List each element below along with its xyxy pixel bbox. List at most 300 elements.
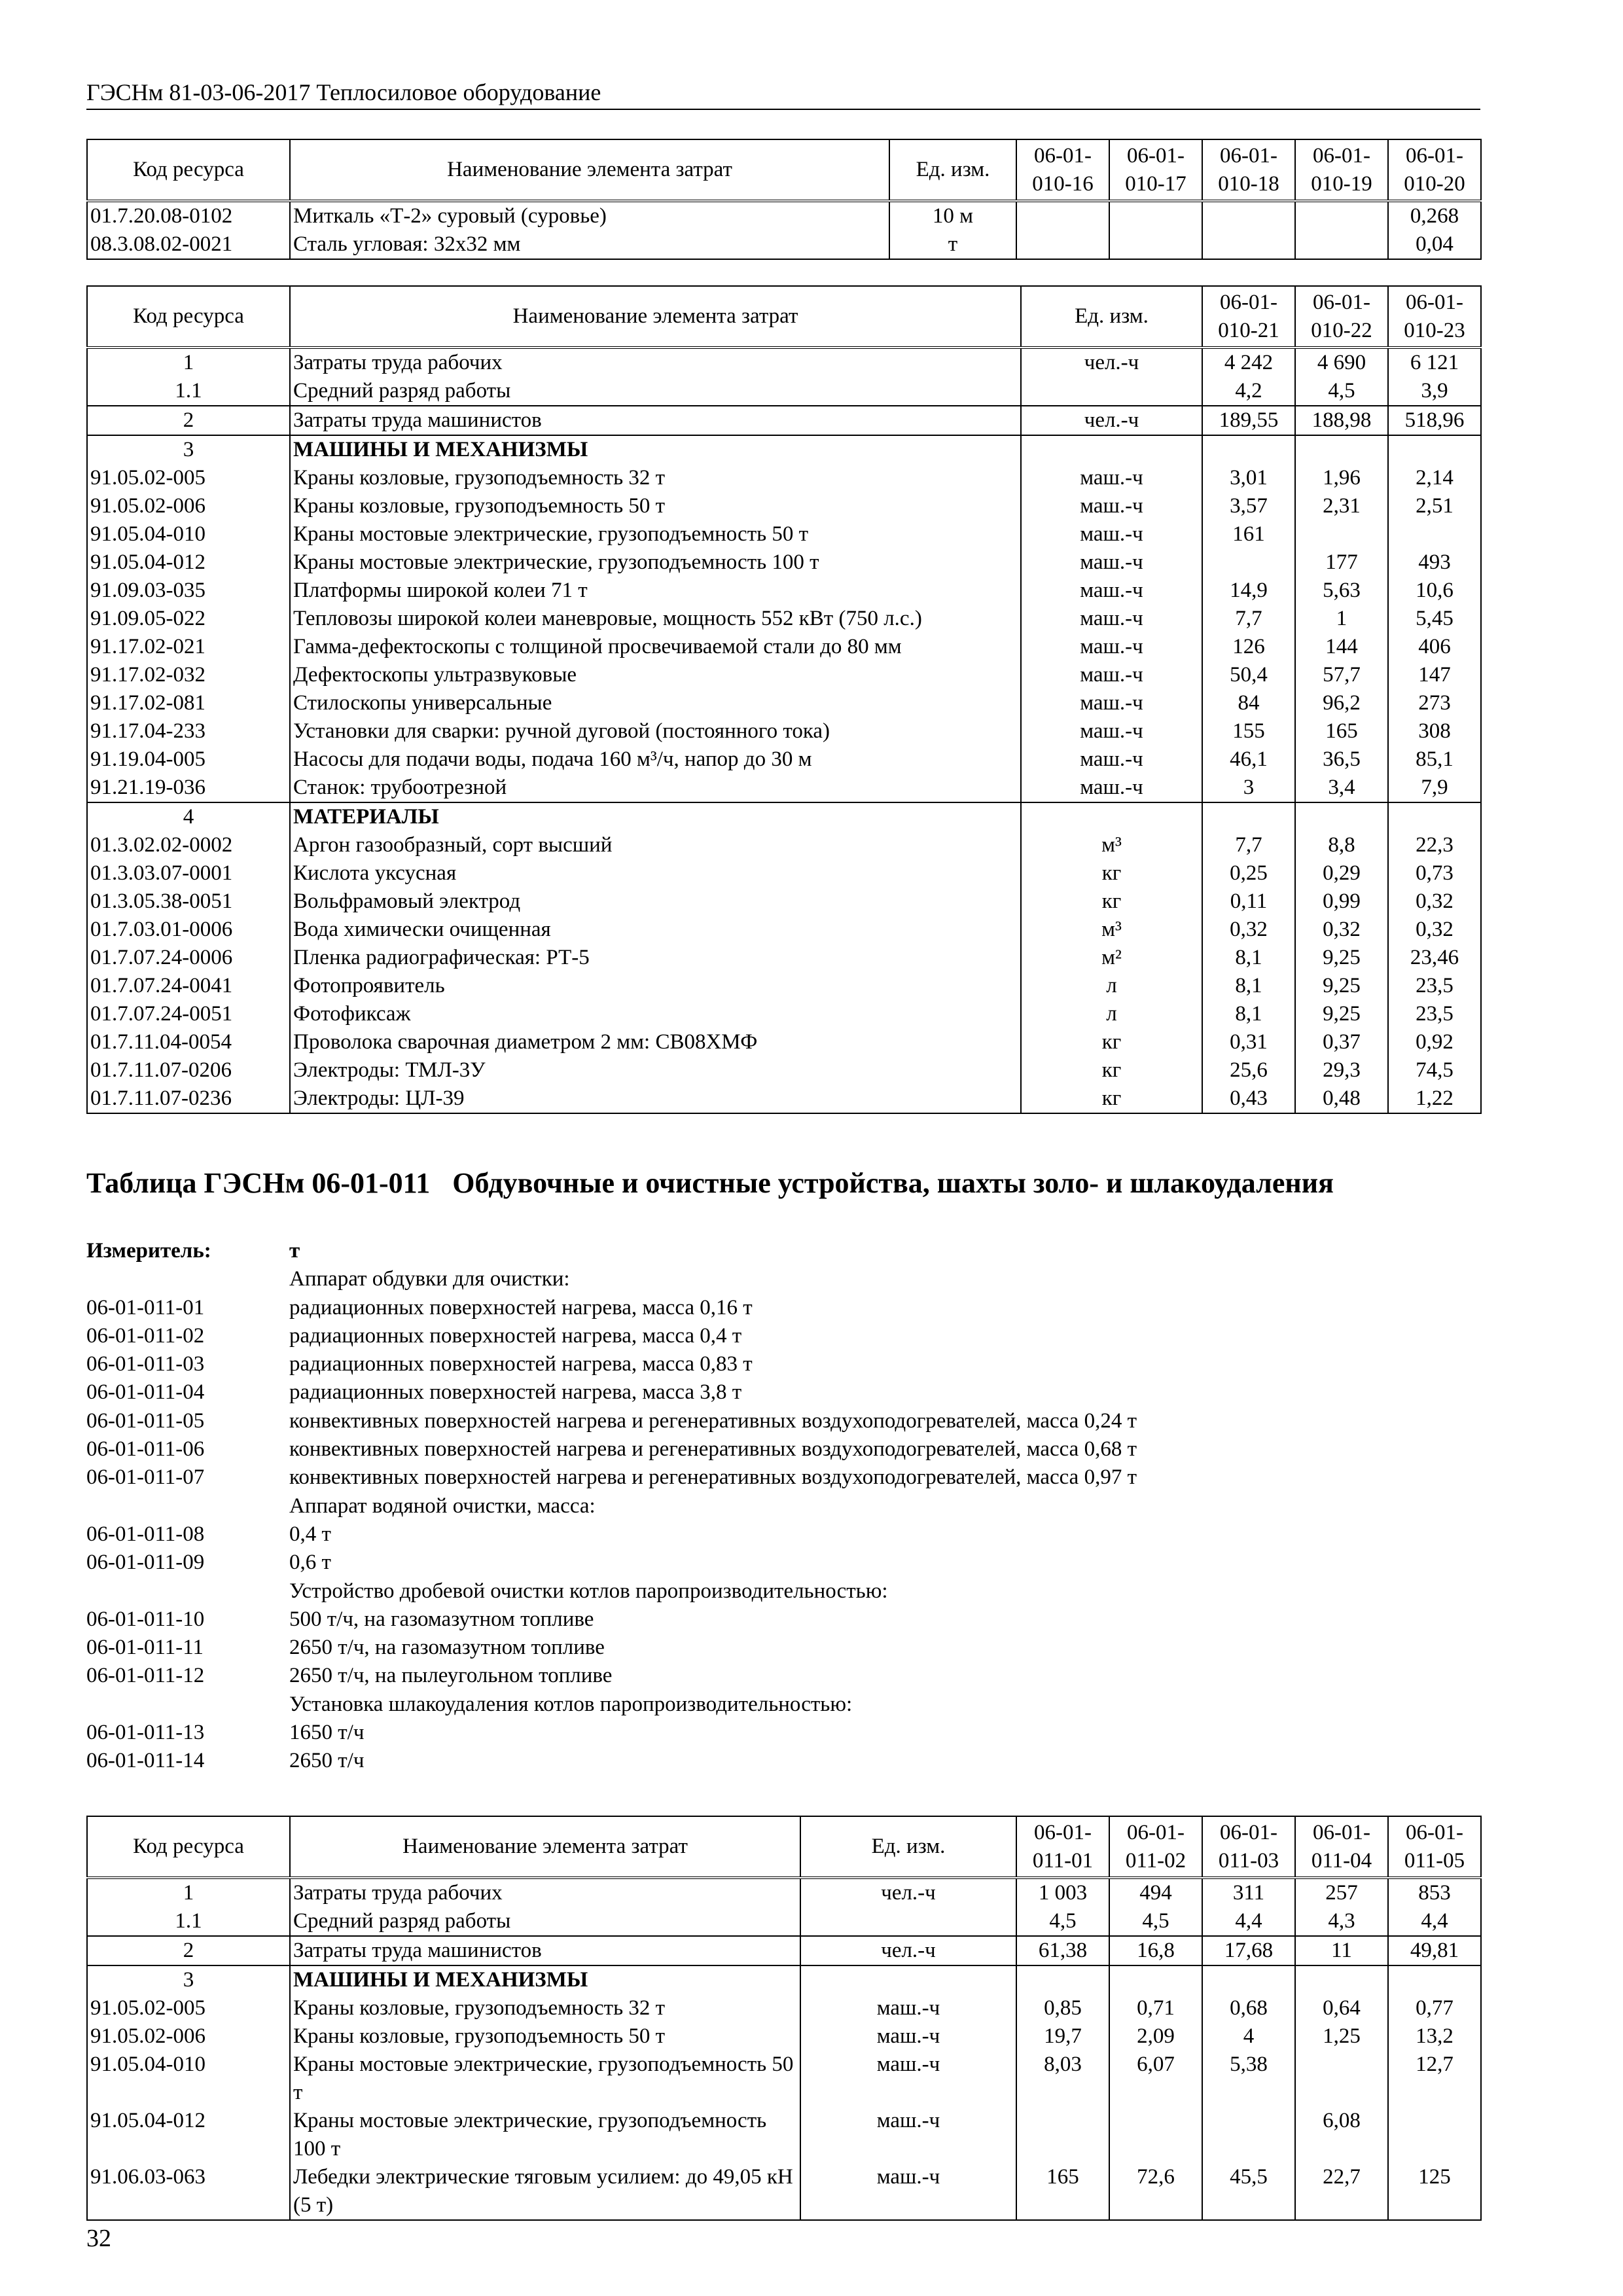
- value-cell: 3,01: [1202, 464, 1295, 492]
- norm-code: 06-01-011-03: [86, 1352, 205, 1376]
- resource-code-cell: 01.7.11.04-0054: [87, 1028, 290, 1056]
- meter-line: [86, 1577, 1480, 1605]
- unit-cell: чел.-ч: [1021, 406, 1202, 435]
- meter-list: [86, 1237, 1480, 1776]
- value-cell: 7,7: [1202, 605, 1295, 633]
- cost-item-name-cell: Дефектоскопы ультразвуковые: [290, 661, 1021, 689]
- value-cell: 23,5: [1388, 972, 1481, 1000]
- resource-code-cell: 01.7.11.07-0206: [87, 1056, 290, 1085]
- resource-code-cell: 91.05.02-005: [87, 464, 290, 492]
- value-cell: 518,96: [1388, 406, 1481, 435]
- value-cell: 14,9: [1202, 577, 1295, 605]
- resource-code-cell: 01.7.07.24-0041: [87, 972, 290, 1000]
- value-cell: 0,32: [1202, 916, 1295, 944]
- meter-line: [86, 1634, 1480, 1662]
- unit-cell: кг: [1021, 1028, 1202, 1056]
- resource-code-cell: 2: [87, 406, 290, 435]
- value-cell: 11: [1295, 1936, 1388, 1965]
- table-row: [87, 520, 1481, 548]
- cost-item-name-cell: Краны козловые, грузоподъемность 50 т: [290, 492, 1021, 520]
- meter-line: [86, 1605, 1480, 1634]
- resource-code-cell: 91.17.04-233: [87, 717, 290, 745]
- unit-cell: 10 м: [889, 201, 1016, 230]
- value-cell: 17,68: [1202, 1936, 1295, 1965]
- meter-line: [86, 1350, 1480, 1378]
- norm-description: конвективных поверхностей нагрева и регенеративных воздухоподогревателей, масса 0,97 т: [289, 1465, 1137, 1490]
- meter-line: [86, 1322, 1480, 1350]
- resource-code-cell: 91.05.02-005: [87, 1994, 290, 2022]
- value-cell: [1202, 548, 1295, 577]
- table-row: [87, 859, 1481, 888]
- table-row: [87, 661, 1481, 689]
- value-cell: 1,96: [1295, 464, 1388, 492]
- table-title-prefix: Таблица ГЭСНм 06-01-011: [86, 1167, 431, 1199]
- table-title-text: Обдувочные и очистные устройства, шахты золо- и шлакоудаления: [452, 1167, 1334, 1199]
- value-cell: 0,11: [1202, 888, 1295, 916]
- value-cell: 3: [1202, 774, 1295, 802]
- norm-code: 06-01-011-08: [86, 1522, 205, 1546]
- table-row: [87, 802, 1481, 831]
- unit-cell: [1021, 435, 1202, 464]
- meter-line: [86, 1662, 1480, 1690]
- column-header: 06-01- 011-01: [1016, 1816, 1109, 1878]
- unit-cell: м³: [1021, 831, 1202, 859]
- unit-cell: кг: [1021, 1056, 1202, 1085]
- table-row: [87, 2107, 1481, 2163]
- meter-line: [86, 1747, 1480, 1775]
- value-cell: 8,1: [1202, 944, 1295, 972]
- value-cell: 1,25: [1295, 2022, 1388, 2051]
- value-cell: 4 690: [1295, 348, 1388, 377]
- meter-line: [86, 1719, 1480, 1747]
- meter-line: [86, 1520, 1480, 1549]
- norm-code: 06-01-011-05: [86, 1408, 205, 1433]
- column-header: Код ресурса: [87, 1816, 290, 1878]
- cost-item-name-cell: Гамма-дефектоскопы с толщиной просвечиваемой стали до 80 мм: [290, 633, 1021, 661]
- cost-item-name-cell: Краны козловые, грузоподъемность 50 т: [290, 2022, 800, 2051]
- value-cell: [1202, 1965, 1295, 1994]
- resource-code-cell: 01.7.20.08-0102: [87, 201, 290, 230]
- value-cell: 126: [1202, 633, 1295, 661]
- cost-item-name-cell: Насосы для подачи воды, подача 160 м³/ч, напор до 30 м: [290, 745, 1021, 774]
- table-row: [87, 1936, 1481, 1965]
- value-cell: 165: [1016, 2163, 1109, 2220]
- cost-item-name-cell: Вольфрамовый электрод: [290, 888, 1021, 916]
- resource-code-cell: 91.09.05-022: [87, 605, 290, 633]
- value-cell: 0,29: [1295, 859, 1388, 888]
- table-row: [87, 1994, 1481, 2022]
- value-cell: [1016, 201, 1109, 230]
- table-row: [87, 2163, 1481, 2220]
- value-cell: 0,77: [1388, 1994, 1481, 2022]
- unit-cell: маш.-ч: [800, 2022, 1016, 2051]
- norm-code: 06-01-011-04: [86, 1380, 205, 1405]
- cost-item-name-cell: Установки для сварки: ручной дуговой (постоянного тока): [290, 717, 1021, 745]
- meter-line: [86, 1691, 1480, 1719]
- table-row: [87, 633, 1481, 661]
- resource-code-cell: 01.3.02.02-0002: [87, 831, 290, 859]
- norm-code: 06-01-011-01: [86, 1295, 205, 1319]
- value-cell: [1295, 2051, 1388, 2107]
- value-cell: 7,7: [1202, 831, 1295, 859]
- value-cell: 8,1: [1202, 1000, 1295, 1028]
- column-header: 06-01- 011-02: [1109, 1816, 1202, 1878]
- value-cell: 6,07: [1109, 2051, 1202, 2107]
- norm-code: 06-01-011-12: [86, 1664, 205, 1688]
- page-number: 32: [86, 2225, 111, 2252]
- table-row: [87, 745, 1481, 774]
- value-cell: 155: [1202, 717, 1295, 745]
- value-cell: [1295, 230, 1388, 259]
- value-cell: 0,68: [1202, 1994, 1295, 2022]
- value-cell: 308: [1388, 717, 1481, 745]
- value-cell: 4: [1202, 2022, 1295, 2051]
- value-cell: 9,25: [1295, 1000, 1388, 1028]
- table-row: [87, 464, 1481, 492]
- resource-code-cell: 91.21.19-036: [87, 774, 290, 802]
- cost-item-name-cell: Затраты труда рабочих: [290, 1878, 800, 1907]
- cost-item-name-cell: Затраты труда рабочих: [290, 348, 1021, 377]
- norm-code: 06-01-011-09: [86, 1551, 205, 1575]
- value-cell: 22,7: [1295, 2163, 1388, 2220]
- column-header: 06-01- 011-05: [1388, 1816, 1481, 1878]
- unit-cell: [1021, 377, 1202, 406]
- norm-code: 06-01-011-14: [86, 1749, 205, 1773]
- cost-item-name-cell: Краны мостовые электрические, грузоподъемность 100 т: [290, 548, 1021, 577]
- table-row: [87, 1907, 1481, 1936]
- unit-cell: [1021, 802, 1202, 831]
- cost-item-name-cell: Фотофиксаж: [290, 1000, 1021, 1028]
- value-cell: [1295, 435, 1388, 464]
- norm-code: 06-01-011-06: [86, 1437, 205, 1462]
- cost-item-name-cell: Краны мостовые электрические, грузоподъемность 50 т: [290, 2051, 800, 2107]
- value-cell: [1388, 520, 1481, 548]
- value-cell: 4,4: [1388, 1907, 1481, 1936]
- cost-item-name-cell: Краны козловые, грузоподъемность 32 т: [290, 1994, 800, 2022]
- table-row: [87, 944, 1481, 972]
- norm-code: 06-01-011-07: [86, 1465, 205, 1490]
- norm-code: [86, 1691, 289, 1719]
- value-cell: 0,99: [1295, 888, 1388, 916]
- norm-description: Аппарат обдувки для очистки:: [289, 1267, 570, 1291]
- meter-line: [86, 1378, 1480, 1407]
- table-row: [87, 1878, 1481, 1907]
- value-cell: 61,38: [1016, 1936, 1109, 1965]
- unit-cell: кг: [1021, 888, 1202, 916]
- norm-code: [86, 1492, 289, 1520]
- column-header: 06-01- 011-04: [1295, 1816, 1388, 1878]
- norm-description: конвективных поверхностей нагрева и регенеративных воздухоподогревателей, масса 0,68 т: [289, 1437, 1137, 1462]
- value-cell: 311: [1202, 1878, 1295, 1907]
- resource-code-cell: 91.17.02-032: [87, 661, 290, 689]
- resource-code-cell: 91.17.02-081: [87, 689, 290, 717]
- column-header: Наименование элемента затрат: [290, 286, 1021, 348]
- resource-code-cell: 01.7.07.24-0006: [87, 944, 290, 972]
- cost-item-name-cell: Аргон газообразный, сорт высший: [290, 831, 1021, 859]
- column-header: 06-01- 010-23: [1388, 286, 1481, 348]
- value-cell: [1388, 2107, 1481, 2163]
- column-header: 06-01- 010-22: [1295, 286, 1388, 348]
- resource-code-cell: 3: [87, 1965, 290, 1994]
- column-header: 06-01- 010-18: [1202, 139, 1295, 201]
- table-row: [87, 774, 1481, 802]
- norm-description: 1650 т/ч: [289, 1721, 365, 1745]
- value-cell: 5,45: [1388, 605, 1481, 633]
- meter-line: [86, 1294, 1480, 1322]
- value-cell: 494: [1109, 1878, 1202, 1907]
- column-header: 06-01- 010-19: [1295, 139, 1388, 201]
- column-header: Ед. изм.: [1021, 286, 1202, 348]
- table-row: [87, 1000, 1481, 1028]
- unit-cell: маш.-ч: [1021, 464, 1202, 492]
- value-cell: [1202, 802, 1295, 831]
- column-header: 06-01- 010-21: [1202, 286, 1295, 348]
- value-cell: 165: [1295, 717, 1388, 745]
- value-cell: 2,14: [1388, 464, 1481, 492]
- column-header: 06-01- 010-16: [1016, 139, 1109, 201]
- meter-line: [86, 1435, 1480, 1463]
- resource-code-cell: 4: [87, 802, 290, 831]
- resource-table-011-01-05: [86, 1816, 1482, 2221]
- value-cell: 161: [1202, 520, 1295, 548]
- value-cell: 0,268: [1388, 201, 1481, 230]
- resource-code-cell: 91.05.04-012: [87, 2107, 290, 2163]
- table-row: [87, 2051, 1481, 2107]
- value-cell: 2,09: [1109, 2022, 1202, 2051]
- value-cell: 5,38: [1202, 2051, 1295, 2107]
- unit-cell: маш.-ч: [1021, 689, 1202, 717]
- cost-item-name-cell: Краны мостовые электрические, грузоподъемность 50 т: [290, 520, 1021, 548]
- cost-item-name-cell: Лебедки электрические тяговым усилием: до 49,05 кН (5 т): [290, 2163, 800, 2220]
- column-header: 06-01- 010-17: [1109, 139, 1202, 201]
- value-cell: 1: [1295, 605, 1388, 633]
- value-cell: 25,6: [1202, 1056, 1295, 1085]
- value-cell: [1295, 1965, 1388, 1994]
- value-cell: 23,5: [1388, 1000, 1481, 1028]
- value-cell: [1109, 1965, 1202, 1994]
- cost-item-name-cell: Тепловозы широкой колеи маневровые, мощность 552 кВт (750 л.с.): [290, 605, 1021, 633]
- resource-code-cell: 91.05.02-006: [87, 492, 290, 520]
- column-header: Ед. изм.: [800, 1816, 1016, 1878]
- unit-cell: чел.-ч: [800, 1878, 1016, 1907]
- value-cell: 0,48: [1295, 1085, 1388, 1113]
- resource-code-cell: 91.06.03-063: [87, 2163, 290, 2220]
- table-row: [87, 717, 1481, 745]
- table-row: [87, 888, 1481, 916]
- unit-cell: маш.-ч: [800, 2051, 1016, 2107]
- value-cell: [1295, 201, 1388, 230]
- cost-item-name-cell: Краны мостовые электрические, грузоподъемность 100 т: [290, 2107, 800, 2163]
- unit-cell: маш.-ч: [1021, 520, 1202, 548]
- table-row: [87, 435, 1481, 464]
- resource-code-cell: 1.1: [87, 1907, 290, 1936]
- meter-line: [86, 1492, 1480, 1520]
- meter-unit: т: [289, 1239, 300, 1263]
- table-row: [87, 605, 1481, 633]
- resource-code-cell: 1.1: [87, 377, 290, 406]
- value-cell: 4,5: [1016, 1907, 1109, 1936]
- table-row: [87, 689, 1481, 717]
- value-cell: 0,37: [1295, 1028, 1388, 1056]
- unit-cell: кг: [1021, 859, 1202, 888]
- cost-item-name-cell: МАШИНЫ И МЕХАНИЗМЫ: [290, 435, 1021, 464]
- unit-cell: маш.-ч: [1021, 492, 1202, 520]
- norm-description: 500 т/ч, на газомазутном топливе: [289, 1607, 594, 1631]
- unit-cell: маш.-ч: [1021, 605, 1202, 633]
- value-cell: [1109, 2107, 1202, 2163]
- cost-item-name-cell: Затраты труда машинистов: [290, 1936, 800, 1965]
- value-cell: 45,5: [1202, 2163, 1295, 2220]
- value-cell: 49,81: [1388, 1936, 1481, 1965]
- value-cell: 0,25: [1202, 859, 1295, 888]
- table-row: [87, 406, 1481, 435]
- table-row: [87, 201, 1481, 230]
- resource-code-cell: 08.3.08.02-0021: [87, 230, 290, 259]
- unit-cell: маш.-ч: [800, 2163, 1016, 2220]
- value-cell: [1016, 1965, 1109, 1994]
- value-cell: [1016, 230, 1109, 259]
- norm-code: [86, 1265, 289, 1293]
- unit-cell: л: [1021, 1000, 1202, 1028]
- table-row: [87, 348, 1481, 377]
- norm-description: радиационных поверхностей нагрева, масса 0,83 т: [289, 1352, 753, 1376]
- norm-description: радиационных поверхностей нагрева, масса 0,16 т: [289, 1295, 753, 1319]
- value-cell: 9,25: [1295, 944, 1388, 972]
- table-row: [87, 1056, 1481, 1085]
- table-row: [87, 831, 1481, 859]
- value-cell: 13,2: [1388, 2022, 1481, 2051]
- value-cell: 493: [1388, 548, 1481, 577]
- norm-description: радиационных поверхностей нагрева, масса 3,8 т: [289, 1380, 742, 1405]
- value-cell: 22,3: [1388, 831, 1481, 859]
- unit-cell: кг: [1021, 1085, 1202, 1113]
- value-cell: 406: [1388, 633, 1481, 661]
- resource-code-cell: 01.3.05.38-0051: [87, 888, 290, 916]
- column-header: Код ресурса: [87, 286, 290, 348]
- value-cell: 8,8: [1295, 831, 1388, 859]
- value-cell: 0,31: [1202, 1028, 1295, 1056]
- norm-code: 06-01-011-11: [86, 1636, 204, 1660]
- value-cell: 4,2: [1202, 377, 1295, 406]
- unit-cell: м³: [1021, 916, 1202, 944]
- value-cell: 8,03: [1016, 2051, 1109, 2107]
- value-cell: 0,43: [1202, 1085, 1295, 1113]
- unit-cell: маш.-ч: [800, 1994, 1016, 2022]
- table-row: [87, 2022, 1481, 2051]
- cost-item-name-cell: Пленка радиографическая: РТ-5: [290, 944, 1021, 972]
- value-cell: 188,98: [1295, 406, 1388, 435]
- cost-item-name-cell: МАТЕРИАЛЫ: [290, 802, 1021, 831]
- resource-code-cell: 91.05.02-006: [87, 2022, 290, 2051]
- norm-description: 2650 т/ч: [289, 1749, 365, 1773]
- value-cell: 0,64: [1295, 1994, 1388, 2022]
- unit-cell: чел.-ч: [800, 1936, 1016, 1965]
- value-cell: 3,57: [1202, 492, 1295, 520]
- value-cell: [1295, 802, 1388, 831]
- value-cell: [1109, 201, 1202, 230]
- value-cell: 0,32: [1388, 888, 1481, 916]
- value-cell: 57,7: [1295, 661, 1388, 689]
- unit-cell: маш.-ч: [1021, 745, 1202, 774]
- norm-description: 0,6 т: [289, 1551, 331, 1575]
- cost-item-name-cell: Фотопроявитель: [290, 972, 1021, 1000]
- norm-code: [86, 1577, 289, 1605]
- meter-label: Измеритель:: [86, 1239, 211, 1263]
- resource-code-cell: 01.7.07.24-0051: [87, 1000, 290, 1028]
- running-header: ГЭСНм 81-03-06-2017 Теплосиловое оборудование: [86, 77, 1480, 110]
- unit-cell: [800, 1965, 1016, 1994]
- cost-item-name-cell: Электроды: ЦЛ-39: [290, 1085, 1021, 1113]
- value-cell: 23,46: [1388, 944, 1481, 972]
- norm-description: конвективных поверхностей нагрева и регенеративных воздухоподогревателей, масса 0,24 т: [289, 1408, 1137, 1433]
- norm-code: 06-01-011-13: [86, 1721, 205, 1745]
- value-cell: 0,85: [1016, 1994, 1109, 2022]
- value-cell: 0,32: [1388, 916, 1481, 944]
- value-cell: 273: [1388, 689, 1481, 717]
- cost-item-name-cell: Средний разряд работы: [290, 1907, 800, 1936]
- norm-code: 06-01-011-10: [86, 1607, 205, 1631]
- cost-item-name-cell: Стилоскопы универсальные: [290, 689, 1021, 717]
- cost-item-name-cell: Вода химически очищенная: [290, 916, 1021, 944]
- resource-code-cell: 01.7.11.07-0236: [87, 1085, 290, 1113]
- table-row: [87, 230, 1481, 259]
- value-cell: 0,32: [1295, 916, 1388, 944]
- value-cell: [1202, 435, 1295, 464]
- cost-item-name-cell: Электроды: ТМЛ-3У: [290, 1056, 1021, 1085]
- cost-item-name-cell: Кислота уксусная: [290, 859, 1021, 888]
- value-cell: 2,51: [1388, 492, 1481, 520]
- norm-code: 06-01-011-02: [86, 1323, 205, 1348]
- resource-code-cell: 91.17.02-021: [87, 633, 290, 661]
- unit-cell: чел.-ч: [1021, 348, 1202, 377]
- value-cell: 4,5: [1109, 1907, 1202, 1936]
- value-cell: 7,9: [1388, 774, 1481, 802]
- value-cell: 9,25: [1295, 972, 1388, 1000]
- value-cell: [1388, 435, 1481, 464]
- norm-description: радиационных поверхностей нагрева, масса 0,4 т: [289, 1323, 742, 1348]
- table-row: [87, 972, 1481, 1000]
- value-cell: 1 003: [1016, 1878, 1109, 1907]
- cost-item-name-cell: Миткаль «Т-2» суровый (суровье): [290, 201, 889, 230]
- column-header: Наименование элемента затрат: [290, 139, 889, 201]
- value-cell: 3,4: [1295, 774, 1388, 802]
- value-cell: 85,1: [1388, 745, 1481, 774]
- value-cell: 4,4: [1202, 1907, 1295, 1936]
- resource-code-cell: 91.05.04-012: [87, 548, 290, 577]
- value-cell: 257: [1295, 1878, 1388, 1907]
- meter-line: [86, 1265, 1480, 1293]
- value-cell: 36,5: [1295, 745, 1388, 774]
- value-cell: 72,6: [1109, 2163, 1202, 2220]
- value-cell: 12,7: [1388, 2051, 1481, 2107]
- resource-table-010-16-20: [86, 139, 1482, 260]
- unit-cell: маш.-ч: [1021, 633, 1202, 661]
- value-cell: 0,92: [1388, 1028, 1481, 1056]
- table-row: [87, 916, 1481, 944]
- column-header: 06-01- 010-20: [1388, 139, 1481, 201]
- resource-code-cell: 91.05.04-010: [87, 2051, 290, 2107]
- cost-item-name-cell: Затраты труда машинистов: [290, 406, 1021, 435]
- value-cell: 177: [1295, 548, 1388, 577]
- meter-line: [86, 1407, 1480, 1435]
- resource-table-010-21-23: [86, 285, 1482, 1114]
- value-cell: 125: [1388, 2163, 1481, 2220]
- table-row: [87, 548, 1481, 577]
- unit-cell: маш.-ч: [1021, 717, 1202, 745]
- column-header: Код ресурса: [87, 139, 290, 201]
- cost-item-name-cell: Станок: трубоотрезной: [290, 774, 1021, 802]
- resource-code-cell: 3: [87, 435, 290, 464]
